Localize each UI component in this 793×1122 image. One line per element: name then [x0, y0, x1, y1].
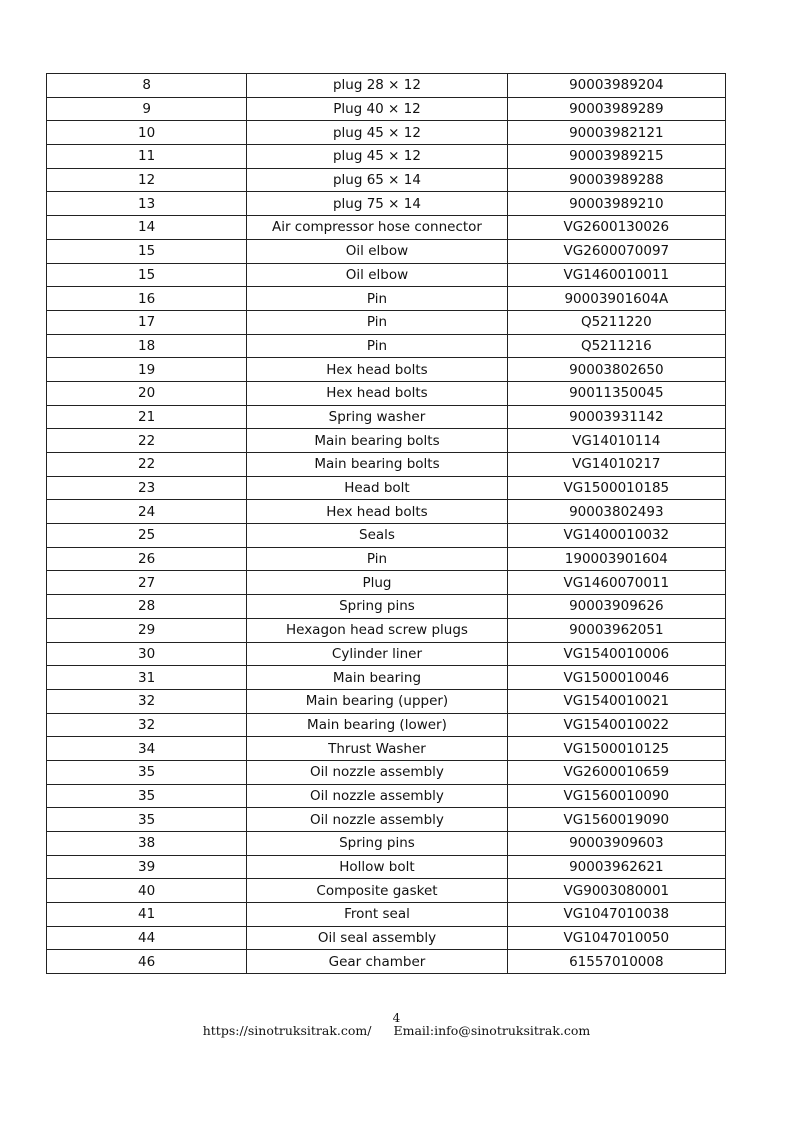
table-row: [47, 381, 726, 405]
part-code-cell: 90003989288: [507, 168, 725, 192]
part-code-cell: VG1047010050: [507, 926, 725, 950]
item-number-cell: 21: [47, 405, 247, 429]
parts-table-body: [47, 74, 726, 974]
item-number-cell: 8: [47, 74, 247, 98]
item-number-cell: 35: [47, 760, 247, 784]
part-name-cell: Head bolt: [247, 476, 507, 500]
item-number-cell: 9: [47, 97, 247, 121]
table-row: [47, 429, 726, 453]
part-code-cell: VG14010217: [507, 453, 725, 477]
part-code-cell: VG1400010032: [507, 524, 725, 548]
part-code-cell: VG1560010090: [507, 784, 725, 808]
part-code-cell: VG9003080001: [507, 879, 725, 903]
part-code-cell: VG1500010125: [507, 737, 725, 761]
part-name-cell: plug 75 × 14: [247, 192, 507, 216]
part-code-cell: 90003909626: [507, 595, 725, 619]
part-code-cell: Q5211220: [507, 310, 725, 334]
item-number-cell: 15: [47, 263, 247, 287]
part-name-cell: Plug: [247, 571, 507, 595]
part-name-cell: Front seal: [247, 903, 507, 927]
footer-website-link[interactable]: https://sinotruksitrak.com/: [202, 1023, 372, 1038]
item-number-cell: 32: [47, 713, 247, 737]
part-code-cell: 90003962051: [507, 618, 725, 642]
item-number-cell: 20: [47, 381, 247, 405]
part-name-cell: Oil nozzle assembly: [247, 760, 507, 784]
part-code-cell: 90003901604A: [507, 287, 725, 311]
part-name-cell: Air compressor hose connector: [247, 216, 507, 240]
item-number-cell: 17: [47, 310, 247, 334]
table-row: [47, 263, 726, 287]
item-number-cell: 39: [47, 855, 247, 879]
part-name-cell: Pin: [247, 287, 507, 311]
table-row: [47, 216, 726, 240]
table-row: [47, 855, 726, 879]
table-row: [47, 168, 726, 192]
table-row: [47, 618, 726, 642]
table-row: [47, 760, 726, 784]
part-code-cell: VG1540010006: [507, 642, 725, 666]
item-number-cell: 19: [47, 358, 247, 382]
item-number-cell: 11: [47, 145, 247, 169]
part-code-cell: 61557010008: [507, 950, 725, 974]
part-code-cell: 90011350045: [507, 381, 725, 405]
part-name-cell: Cylinder liner: [247, 642, 507, 666]
part-code-cell: VG1500010046: [507, 666, 725, 690]
table-row: [47, 192, 726, 216]
table-row: [47, 926, 726, 950]
table-row: [47, 334, 726, 358]
table-row: [47, 784, 726, 808]
part-name-cell: Oil nozzle assembly: [247, 808, 507, 832]
part-name-cell: Pin: [247, 547, 507, 571]
part-name-cell: Main bearing: [247, 666, 507, 690]
part-code-cell: 90003802493: [507, 500, 725, 524]
part-name-cell: Spring washer: [247, 405, 507, 429]
part-code-cell: VG1460010011: [507, 263, 725, 287]
parts-table: [46, 73, 726, 974]
item-number-cell: 25: [47, 524, 247, 548]
table-row: [47, 524, 726, 548]
part-code-cell: 90003909603: [507, 832, 725, 856]
item-number-cell: 34: [47, 737, 247, 761]
part-code-cell: VG2600130026: [507, 216, 725, 240]
part-code-cell: 90003982121: [507, 121, 725, 145]
part-code-cell: VG1460070011: [507, 571, 725, 595]
item-number-cell: 32: [47, 689, 247, 713]
part-name-cell: Hexagon head screw plugs: [247, 618, 507, 642]
part-name-cell: Thrust Washer: [247, 737, 507, 761]
item-number-cell: 24: [47, 500, 247, 524]
part-name-cell: plug 28 × 12: [247, 74, 507, 98]
part-code-cell: VG1540010022: [507, 713, 725, 737]
item-number-cell: 26: [47, 547, 247, 571]
item-number-cell: 18: [47, 334, 247, 358]
part-code-cell: VG1047010038: [507, 903, 725, 927]
item-number-cell: 31: [47, 666, 247, 690]
item-number-cell: 13: [47, 192, 247, 216]
part-name-cell: plug 45 × 12: [247, 145, 507, 169]
table-row: [47, 358, 726, 382]
part-code-cell: VG1540010021: [507, 689, 725, 713]
table-row: [47, 666, 726, 690]
page-number: 4: [392, 1011, 401, 1025]
item-number-cell: 30: [47, 642, 247, 666]
table-row: [47, 879, 726, 903]
part-code-cell: 90003802650: [507, 358, 725, 382]
part-code-cell: VG2600070097: [507, 239, 725, 263]
item-number-cell: 10: [47, 121, 247, 145]
part-name-cell: Oil nozzle assembly: [247, 784, 507, 808]
part-code-cell: VG1560019090: [507, 808, 725, 832]
part-name-cell: Composite gasket: [247, 879, 507, 903]
item-number-cell: 23: [47, 476, 247, 500]
footer-email-link[interactable]: Email:info@sinotruksitrak.com: [393, 1023, 591, 1038]
item-number-cell: 22: [47, 429, 247, 453]
part-name-cell: Hex head bolts: [247, 358, 507, 382]
table-row: [47, 453, 726, 477]
part-name-cell: Pin: [247, 334, 507, 358]
item-number-cell: 16: [47, 287, 247, 311]
part-name-cell: Main bearing (lower): [247, 713, 507, 737]
item-number-cell: 27: [47, 571, 247, 595]
table-row: [47, 832, 726, 856]
part-code-cell: VG1500010185: [507, 476, 725, 500]
part-code-cell: VG2600010659: [507, 760, 725, 784]
table-row: [47, 145, 726, 169]
part-name-cell: Spring pins: [247, 832, 507, 856]
part-code-cell: Q5211216: [507, 334, 725, 358]
item-number-cell: 41: [47, 903, 247, 927]
table-row: [47, 121, 726, 145]
part-code-cell: VG14010114: [507, 429, 725, 453]
part-name-cell: plug 65 × 14: [247, 168, 507, 192]
table-row: [47, 97, 726, 121]
table-row: [47, 737, 726, 761]
item-number-cell: 29: [47, 618, 247, 642]
part-name-cell: Oil elbow: [247, 239, 507, 263]
table-row: [47, 500, 726, 524]
item-number-cell: 28: [47, 595, 247, 619]
part-name-cell: Seals: [247, 524, 507, 548]
table-row: [47, 950, 726, 974]
part-name-cell: Hex head bolts: [247, 381, 507, 405]
table-row: [47, 239, 726, 263]
item-number-cell: 38: [47, 832, 247, 856]
table-row: [47, 547, 726, 571]
item-number-cell: 12: [47, 168, 247, 192]
part-name-cell: Main bearing (upper): [247, 689, 507, 713]
part-name-cell: plug 45 × 12: [247, 121, 507, 145]
item-number-cell: 14: [47, 216, 247, 240]
part-code-cell: 90003989289: [507, 97, 725, 121]
table-row: [47, 571, 726, 595]
item-number-cell: 44: [47, 926, 247, 950]
table-row: [47, 310, 726, 334]
part-name-cell: Gear chamber: [247, 950, 507, 974]
table-row: [47, 808, 726, 832]
part-code-cell: 190003901604: [507, 547, 725, 571]
part-name-cell: Spring pins: [247, 595, 507, 619]
table-row: [47, 903, 726, 927]
item-number-cell: 22: [47, 453, 247, 477]
item-number-cell: 35: [47, 808, 247, 832]
table-row: [47, 595, 726, 619]
part-name-cell: Hollow bolt: [247, 855, 507, 879]
item-number-cell: 35: [47, 784, 247, 808]
part-name-cell: Main bearing bolts: [247, 429, 507, 453]
table-row: [47, 642, 726, 666]
part-name-cell: Oil elbow: [247, 263, 507, 287]
table-row: [47, 287, 726, 311]
table-row: [47, 689, 726, 713]
footer: [0, 1023, 793, 1038]
table-row: [47, 713, 726, 737]
part-code-cell: 90003931142: [507, 405, 725, 429]
part-code-cell: 90003989210: [507, 192, 725, 216]
table-row: [47, 74, 726, 98]
part-code-cell: 90003989215: [507, 145, 725, 169]
item-number-cell: 40: [47, 879, 247, 903]
part-code-cell: 90003962621: [507, 855, 725, 879]
table-row: [47, 476, 726, 500]
item-number-cell: 15: [47, 239, 247, 263]
part-name-cell: Plug 40 × 12: [247, 97, 507, 121]
part-name-cell: Oil seal assembly: [247, 926, 507, 950]
part-name-cell: Pin: [247, 310, 507, 334]
part-code-cell: 90003989204: [507, 74, 725, 98]
part-name-cell: Hex head bolts: [247, 500, 507, 524]
item-number-cell: 46: [47, 950, 247, 974]
part-name-cell: Main bearing bolts: [247, 453, 507, 477]
table-row: [47, 405, 726, 429]
